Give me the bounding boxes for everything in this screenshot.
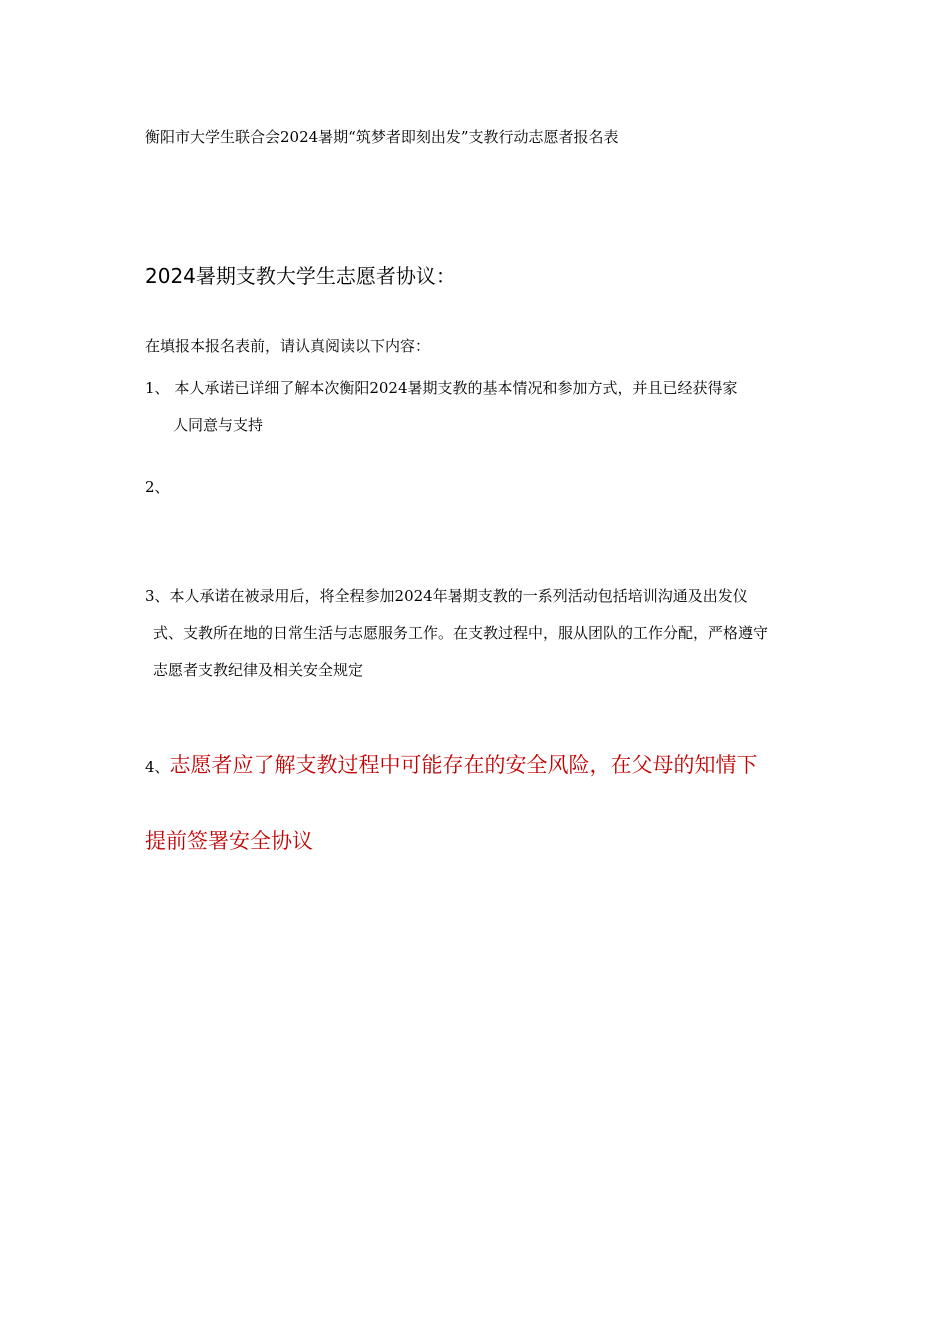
agreement-item-4	[145, 728, 810, 878]
item-4-number: 4、	[145, 758, 170, 776]
item-4-line-1	[145, 728, 810, 804]
agreement-item-2	[145, 476, 810, 498]
item-1-number: 1、	[145, 379, 170, 397]
item-1-text-line-1: 本人承诺已详细了解本次衡阳2024暑期支教的基本情况和参加方式，并且已经获得家	[174, 379, 738, 397]
item-1-text-line-2: 人同意与支持	[173, 416, 264, 434]
item-2-number: 2、	[145, 478, 170, 496]
item-3-line-1	[145, 578, 810, 615]
agreement-item-3	[145, 578, 810, 689]
item-3-text-line-3: 志愿者支教纪律及相关安全规定	[153, 661, 364, 679]
item-3-text-line-2: 式、支教所在地的日常生活与志愿服务工作。在支教过程中，服从团队的工作分配，严格遵守	[153, 624, 769, 642]
agreement-item-1	[145, 370, 810, 444]
item-3-number: 3、	[145, 587, 170, 605]
item-4-text-line-1: 志愿者应了解支教过程中可能存在的安全风险，在父母的知情下	[169, 753, 758, 777]
item-3-text-line-1: 本人承诺在被录用后，将全程参加2024年暑期支教的一系列活动包括培训沟通及出发仪	[169, 587, 748, 605]
item-4-text-line-2: 提前签署安全协议	[145, 829, 313, 853]
document-title: 衡阳市大学生联合会2024暑期“筑梦者即刻出发”支教行动志愿者报名表	[145, 128, 619, 146]
agreement-heading: 2024暑期支教大学生志愿者协议：	[145, 264, 456, 288]
item-1-line-1	[145, 370, 810, 407]
intro-text: 在填报本报名表前，请认真阅读以下内容：	[145, 337, 431, 355]
